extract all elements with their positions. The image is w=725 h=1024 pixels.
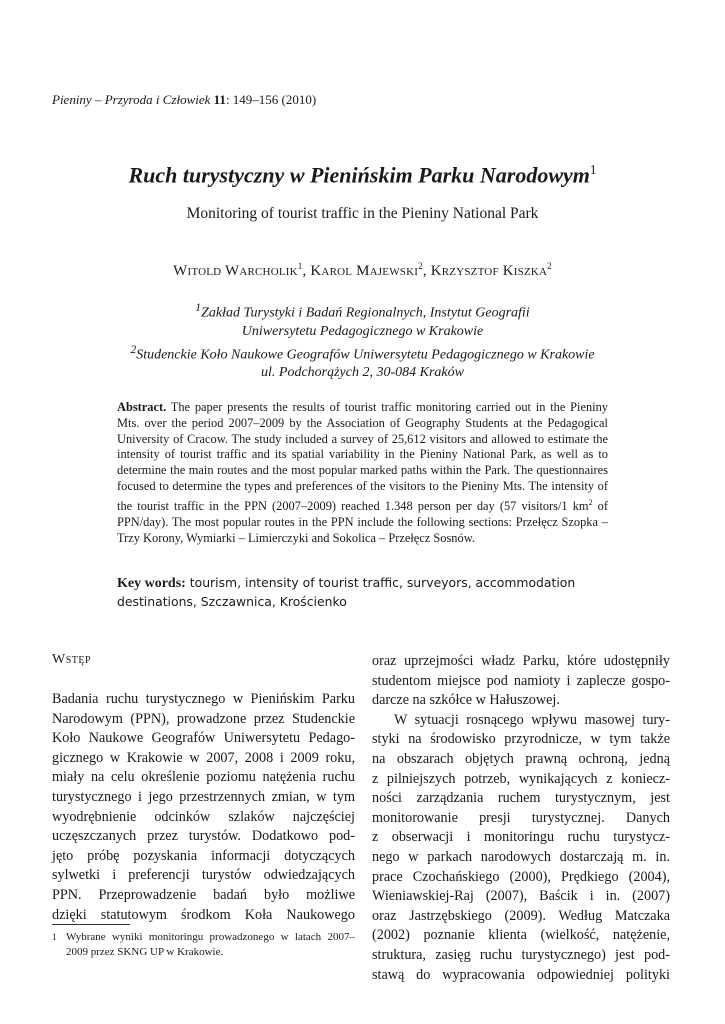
author-list: Witold Warcholik$^1$, Karol Majewski$^2$, Krzysztof Kiszka$^2$ xyxy=(173,261,552,279)
text-line: monitorowanie presji turystycznej. Danych xyxy=(372,809,670,826)
text-line: jęto próbę pozyskania informacji dotyczących xyxy=(52,847,355,864)
abstract-text-end: of PPN/day). The most popular routes in the PPN include the following sections: Przełęcz Szopka – Trzy Korony, Wymiarki – Limierczyki and Sokolica – Przełęcz Sosnów. xyxy=(117,498,608,545)
text-line: oraz uprzejmości władz Parku, które udostępniły xyxy=(372,653,670,669)
journal-pages-year: : 149–156 (2010) xyxy=(225,92,317,107)
text-line: sylwetki i preferencji turystów odwiedzających xyxy=(52,867,355,884)
text-line: oraz Jastrzębskiego (2009). Według Matczaka xyxy=(372,907,670,924)
text-line: z pilniejszych potrzeb, wynikających z koniecz- xyxy=(372,770,670,787)
text-line: na obszarach objętych prawną ochroną, jedną xyxy=(372,750,670,767)
text-line: Narodowym (PPN), prowadzone przez Studenckie xyxy=(52,710,355,727)
author-name: Krzysztof Kiszka xyxy=(430,263,548,279)
author-sup: 2 xyxy=(547,261,552,271)
text-line: wyodrębnienie odcinków szlaków najczęściej xyxy=(52,808,355,825)
text-line: gicznego w Krakowie w 2007, 2008 i 2009 roku, xyxy=(52,749,355,766)
text-line: z obserwacji i monitoringu ruchu turystycz- xyxy=(372,829,670,846)
right-column-body xyxy=(372,652,670,985)
left-column-body xyxy=(52,690,355,925)
affiliation-1-line2: Uniwersytetu Pedagogicznego w Krakowie xyxy=(241,323,484,339)
affiliation-2 xyxy=(0,341,725,365)
text-line: Badania ruchu turystycznego w Pienińskim Parku xyxy=(52,691,355,707)
author-name: Witold Warcholik xyxy=(173,263,298,279)
author-sup: 2 xyxy=(418,261,423,271)
abstract-label: Abstract. xyxy=(117,400,167,414)
paper-subtitle: Monitoring of tourist traffic in the Pieniny National Park xyxy=(186,205,539,222)
affiliation-sup: 2 xyxy=(130,342,137,356)
affiliation-2-line2: ul. Podchorążych 2, 30-084 Kraków xyxy=(261,365,464,381)
affiliation-line: Zakład Turystyki i Badań Regionalnych, Instytut Geografii xyxy=(201,305,530,321)
paper-title-text: Ruch turystyczny w Pienińskim Parku Narodowym xyxy=(128,162,590,188)
text-line: struktura, zasięg ruchu turystycznego) jest pod- xyxy=(372,946,670,963)
title-footnote-mark: 1 xyxy=(589,162,597,177)
journal-volume: 11 xyxy=(213,92,226,107)
journal-name: Pieniny – Przyroda i Człowiek xyxy=(52,92,211,107)
text-line: prace Czochańskiego (2000), Prędkiego (2004), xyxy=(372,868,670,885)
author-name: Karol Majewski xyxy=(310,263,419,279)
section-heading: Wstęp xyxy=(52,652,92,667)
text-line: PPN. Przeprowadzenie badań było możliwe xyxy=(52,886,355,903)
keywords xyxy=(117,574,608,611)
abstract xyxy=(117,400,608,546)
affiliation-1 xyxy=(0,299,725,323)
text-line: turystycznego i jego przestrzennych zmian, w tym xyxy=(52,788,355,805)
text-line: W sytuacji rosnącego wpływu masowej tury- xyxy=(394,711,670,728)
text-line: dzięki statutowym środkom Koła Naukowego xyxy=(52,906,355,923)
text-line: Koło Naukowe Geografów Uniwersytetu Pedago- xyxy=(52,730,355,747)
footnote xyxy=(52,930,355,959)
text-line: studentom miejsce pod namioty i zaplecze gospo- xyxy=(372,672,670,689)
journal-citation xyxy=(52,92,316,108)
affiliation-sup: 1 xyxy=(195,301,202,314)
text-line: stawą do wypracowania odpowiedniej polityki xyxy=(372,966,670,983)
abstract-sup: 2 xyxy=(588,497,593,507)
keywords-label: Key words: xyxy=(117,576,186,591)
text-line: styki na środowisko przyrodnicze, w tym także xyxy=(372,731,670,748)
text-line: ności zarządzania ruchem turystycznym, jest xyxy=(372,790,670,807)
text-line: darcze na szkółce w Hałuszowej. xyxy=(372,692,560,709)
keywords-text: tourism, intensity of tourist traffic, surveyors, accommodation destinations, Szczawnica, Krościenko xyxy=(117,575,576,609)
text-line: (2002) poznanie klienta (wielkość, natężenie, xyxy=(372,927,670,944)
abstract-text: The paper presents the results of tourist traffic monitoring carried out in the Pieniny Mts. over the period 2007–2009 by the Association of Geography Students at the Pedagogical University of Cracow. The study included a survey of 25,612 visitors and allowed to estimate the intensity of tourist traffic and its spatial variability in the Pieniny National Park, as well as to determine the main routes and the most popular marked paths within the Park. The questionnaires focused to determine the types and preferences of the visitors to the Pieniny Mts. The intensity of the tourist traffic in the PPN (2007–2009) reached 1.348 person per day (57 visitors/1 km xyxy=(117,400,608,513)
text-line: Wieniawskiej-Raj (2007), Baścik i in. (2007) xyxy=(372,888,670,905)
paper-title xyxy=(0,162,725,188)
affiliations xyxy=(0,299,725,382)
author-sup: 1 xyxy=(297,261,303,271)
text-line: uczęszczanych przez turystów. Dodatkowo pod- xyxy=(52,828,355,845)
footnote-number: 1 xyxy=(52,932,57,942)
footnote-divider xyxy=(52,924,130,925)
affiliation-line: Studenckie Koło Naukowe Geografów Uniwersytetu Pedagogicznego w Krakowie xyxy=(136,347,595,363)
text-line: nego w parkach narodowych dostarczają m. in. xyxy=(372,848,670,865)
text-line: miały na celu określenie poziomu natężenia ruchu xyxy=(52,769,355,786)
footnote-text: Wybrane wyniki monitoringu prowadzonego w latach 2007–2009 przez SKNG UP w Krakowie. xyxy=(66,931,355,958)
